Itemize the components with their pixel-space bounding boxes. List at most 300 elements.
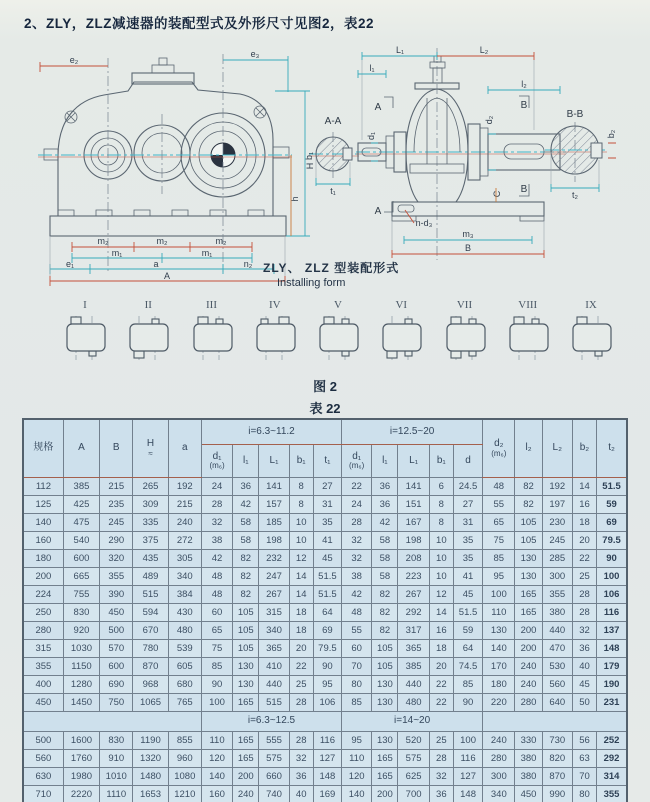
value-cell: 120 <box>342 768 372 786</box>
table-row <box>23 604 627 622</box>
value-cell: 45 <box>313 550 341 568</box>
value-cell: 1280 <box>63 676 99 694</box>
dim-label-t1: t₁ <box>330 186 336 196</box>
section-b-b <box>545 109 616 200</box>
value-cell: 24.5 <box>453 478 482 496</box>
value-cell: 16 <box>572 496 596 514</box>
value-cell: 82 <box>233 550 259 568</box>
value-cell: 1030 <box>63 640 99 658</box>
value-cell: 290 <box>100 532 133 550</box>
installing-form-VI <box>376 299 426 363</box>
value-cell: 42 <box>342 586 372 604</box>
value-cell: 51.5 <box>453 604 482 622</box>
section-mark-a: A <box>374 102 382 113</box>
value-cell: 59 <box>453 622 482 640</box>
value-cell: 79.5 <box>597 532 627 550</box>
value-cell: 22 <box>572 550 596 568</box>
value-cell: 41 <box>453 568 482 586</box>
col-group-ratio1: i=6.3~11.2 <box>201 419 341 445</box>
value-cell: 25 <box>429 732 453 750</box>
value-cell: 18 <box>289 604 313 622</box>
value-cell: 8 <box>429 496 453 514</box>
value-cell: 385 <box>63 478 99 496</box>
dim-label-m2: m₂ <box>156 236 168 246</box>
value-cell: 35 <box>453 532 482 550</box>
value-cell: 1980 <box>63 768 99 786</box>
value-cell: 1065 <box>133 694 168 712</box>
value-cell: 36 <box>572 640 596 658</box>
value-cell: 968 <box>133 676 168 694</box>
value-cell: 64 <box>453 640 482 658</box>
spec-cell: 450 <box>23 694 63 712</box>
value-cell: 75 <box>483 532 515 550</box>
col-header-t2: t₂ <box>597 419 627 478</box>
value-cell: 231 <box>597 694 627 712</box>
value-cell: 105 <box>233 604 259 622</box>
value-cell: 192 <box>542 478 572 496</box>
value-cell: 232 <box>259 550 289 568</box>
value-cell: 1110 <box>100 786 133 802</box>
value-cell: 320 <box>100 550 133 568</box>
value-cell: 31 <box>313 496 341 514</box>
value-cell: 990 <box>542 786 572 802</box>
dim-label-m2: m₂ <box>215 236 227 246</box>
section-aa-title: A-A <box>324 116 342 127</box>
value-cell: 167 <box>398 514 429 532</box>
value-cell: 90 <box>453 694 482 712</box>
reducer-icon <box>123 313 173 363</box>
value-cell: 223 <box>398 568 429 586</box>
value-cell: 82 <box>233 586 259 604</box>
value-cell: 340 <box>259 622 289 640</box>
section-a-a <box>304 116 359 196</box>
value-cell: 60 <box>342 640 372 658</box>
value-cell: 82 <box>233 568 259 586</box>
value-cell: 830 <box>63 604 99 622</box>
value-cell: 12 <box>429 586 453 604</box>
value-cell: 247 <box>259 568 289 586</box>
value-cell: 110 <box>201 732 232 750</box>
value-cell: 440 <box>398 676 429 694</box>
value-cell: 65 <box>483 514 515 532</box>
table-row <box>23 640 627 658</box>
value-cell: 32 <box>572 622 596 640</box>
dimensions-table <box>22 418 628 802</box>
value-cell: 200 <box>372 786 398 802</box>
dim-label-L1: L₁ <box>395 45 405 55</box>
value-cell: 272 <box>168 532 201 550</box>
value-cell: 240 <box>515 676 542 694</box>
value-cell: 575 <box>398 750 429 768</box>
value-cell: 240 <box>483 732 515 750</box>
value-cell: 141 <box>259 478 289 496</box>
value-cell: 540 <box>63 532 99 550</box>
value-cell: 58 <box>372 532 398 550</box>
spec-cell: 560 <box>23 750 63 768</box>
form-label: VIII <box>518 299 538 311</box>
col-header-g2-d1: d₁ (m₆) <box>342 445 372 478</box>
value-cell: 267 <box>259 586 289 604</box>
value-cell: 82 <box>372 604 398 622</box>
value-cell: 285 <box>542 550 572 568</box>
mid-blank-right <box>483 712 627 732</box>
table-row <box>23 786 627 802</box>
value-cell: 58 <box>372 568 398 586</box>
dim-label-L2: L₂ <box>479 45 489 55</box>
form-label: IX <box>585 299 597 311</box>
value-cell: 515 <box>133 586 168 604</box>
value-cell: 18 <box>429 640 453 658</box>
installing-form-IV <box>250 299 300 363</box>
section-mark-b: B <box>520 100 528 111</box>
value-cell: 245 <box>542 532 572 550</box>
value-cell: 180 <box>483 676 515 694</box>
value-cell: 855 <box>168 732 201 750</box>
installing-form-VIII <box>503 299 553 363</box>
table-caption: 表 22 <box>309 401 341 416</box>
spec-cell: 710 <box>23 786 63 802</box>
form-label: III <box>206 299 217 311</box>
value-cell: 58 <box>372 550 398 568</box>
value-cell: 165 <box>372 750 398 768</box>
spec-cell: 140 <box>23 514 63 532</box>
table-row <box>23 768 627 786</box>
dim-label-H: H <box>305 162 315 170</box>
value-cell: 28 <box>201 496 232 514</box>
value-cell: 35 <box>453 550 482 568</box>
dim-label-m1: m₁ <box>201 248 213 258</box>
value-cell: 700 <box>398 786 429 802</box>
value-cell: 130 <box>233 676 259 694</box>
value-cell: 63 <box>572 750 596 768</box>
value-cell: 45 <box>453 586 482 604</box>
value-cell: 640 <box>542 694 572 712</box>
value-cell: 130 <box>372 732 398 750</box>
value-cell: 6 <box>429 478 453 496</box>
spec-cell: 280 <box>23 622 63 640</box>
value-cell: 200 <box>515 622 542 640</box>
value-cell: 130 <box>372 694 398 712</box>
value-cell: 185 <box>259 514 289 532</box>
front-view <box>38 49 315 286</box>
table-row <box>23 732 627 750</box>
value-cell: 560 <box>542 676 572 694</box>
value-cell: 240 <box>233 786 259 802</box>
value-cell: 79.5 <box>313 640 341 658</box>
value-cell: 22 <box>429 676 453 694</box>
dim-label-b1: b₁ <box>304 151 314 161</box>
col-group-ratio2: i=12.5~20 <box>342 419 483 445</box>
value-cell: 42 <box>372 514 398 532</box>
value-cell: 137 <box>597 622 627 640</box>
value-cell: 575 <box>259 750 289 768</box>
value-cell: 340 <box>483 786 515 802</box>
value-cell: 32 <box>201 514 232 532</box>
form-label: II <box>144 299 152 311</box>
value-cell: 82 <box>372 622 398 640</box>
value-cell: 22 <box>342 478 372 496</box>
col-header-b2: b₂ <box>572 419 596 478</box>
value-cell: 1010 <box>100 768 133 786</box>
form-label: VI <box>395 299 408 311</box>
value-cell: 32 <box>429 768 453 786</box>
value-cell: 870 <box>542 768 572 786</box>
col-header-g2-l1: l₁ <box>372 445 398 478</box>
value-cell: 1320 <box>133 750 168 768</box>
value-cell: 380 <box>542 604 572 622</box>
value-cell: 267 <box>398 586 429 604</box>
section-mark-a: A <box>374 206 382 217</box>
col-header-g1-t1: t₁ <box>313 445 341 478</box>
value-cell: 179 <box>597 658 627 676</box>
installing-form-III <box>187 299 237 363</box>
value-cell: 51.5 <box>313 586 341 604</box>
value-cell: 765 <box>168 694 201 712</box>
col-header-g1-b1: b₁ <box>289 445 313 478</box>
value-cell: 830 <box>100 732 133 750</box>
value-cell: 41 <box>313 532 341 550</box>
dim-label-e3: e₃ <box>250 49 260 59</box>
value-cell: 95 <box>342 732 372 750</box>
value-cell: 85 <box>201 658 232 676</box>
table-row <box>23 514 627 532</box>
value-cell: 100 <box>201 694 232 712</box>
value-cell: 600 <box>63 550 99 568</box>
value-cell: 85 <box>342 694 372 712</box>
value-cell: 539 <box>168 640 201 658</box>
value-cell: 450 <box>515 786 542 802</box>
value-cell: 130 <box>233 658 259 676</box>
value-cell: 32 <box>289 750 313 768</box>
table-body-bottom <box>23 732 627 802</box>
value-cell: 100 <box>597 568 627 586</box>
table-row <box>23 496 627 514</box>
value-cell: 200 <box>233 768 259 786</box>
value-cell: 65 <box>201 622 232 640</box>
value-cell: 570 <box>100 640 133 658</box>
value-cell: 605 <box>168 658 201 676</box>
value-cell: 42 <box>201 550 232 568</box>
value-cell: 106 <box>313 694 341 712</box>
value-cell: 14 <box>289 568 313 586</box>
dim-label-d2: d₂ <box>484 115 494 125</box>
value-cell: 36 <box>233 478 259 496</box>
mid-blank-left <box>23 712 201 732</box>
page-title: 2、ZLY，ZLZ减速器的装配型式及外形尺寸见图2，表22 <box>24 16 375 31</box>
value-cell: 170 <box>483 658 515 676</box>
value-cell: 208 <box>398 550 429 568</box>
value-cell: 95 <box>313 676 341 694</box>
installing-form-IX <box>566 299 616 363</box>
table-row <box>23 532 627 550</box>
value-cell: 38 <box>342 568 372 586</box>
value-cell: 780 <box>133 640 168 658</box>
value-cell: 36 <box>372 478 398 496</box>
value-cell: 410 <box>259 658 289 676</box>
value-cell: 330 <box>515 732 542 750</box>
mid-group-ratio2: i=14~20 <box>342 712 483 732</box>
value-cell: 105 <box>372 640 398 658</box>
value-cell: 10 <box>429 568 453 586</box>
reducer-icon <box>250 313 300 363</box>
value-cell: 8 <box>289 496 313 514</box>
value-cell: 100 <box>453 732 482 750</box>
value-cell: 130 <box>515 550 542 568</box>
value-cell: 220 <box>483 694 515 712</box>
installing-form-en: Installing form <box>277 277 346 289</box>
dim-label-m2: m₂ <box>97 236 109 246</box>
value-cell: 375 <box>133 532 168 550</box>
value-cell: 69 <box>597 514 627 532</box>
value-cell: 148 <box>597 640 627 658</box>
value-cell: 110 <box>483 604 515 622</box>
value-cell: 280 <box>483 750 515 768</box>
value-cell: 1600 <box>63 732 99 750</box>
value-cell: 80 <box>342 676 372 694</box>
value-cell: 440 <box>542 622 572 640</box>
dim-label-b2: b₂ <box>606 129 616 139</box>
value-cell: 14 <box>289 586 313 604</box>
value-cell: 14 <box>572 478 596 496</box>
reducer-icon <box>60 313 110 363</box>
mid-group-ratio1: i=6.3~12.5 <box>201 712 341 732</box>
reducer-icon <box>313 313 363 363</box>
value-cell: 755 <box>63 586 99 604</box>
value-cell: 24 <box>201 478 232 496</box>
spec-cell: 500 <box>23 732 63 750</box>
value-cell: 70 <box>342 658 372 676</box>
mid-header-row <box>23 712 627 732</box>
value-cell: 390 <box>100 586 133 604</box>
value-cell: 116 <box>597 604 627 622</box>
col-header-l2: l₂ <box>515 419 542 478</box>
value-cell: 105 <box>233 622 259 640</box>
value-cell: 130 <box>372 676 398 694</box>
value-cell: 148 <box>313 768 341 786</box>
value-cell: 740 <box>259 786 289 802</box>
value-cell: 116 <box>313 732 341 750</box>
col-header-spec: 规格 <box>23 419 63 478</box>
dim-label-m1: m₁ <box>111 248 123 258</box>
value-cell: 665 <box>63 568 99 586</box>
value-cell: 50 <box>572 694 596 712</box>
col-header-g1-d1: d₁ (m₆) <box>201 445 232 478</box>
value-cell: 10 <box>289 532 313 550</box>
installing-form-VII <box>440 299 490 363</box>
value-cell: 480 <box>398 694 429 712</box>
value-cell: 42 <box>233 496 259 514</box>
value-cell: 309 <box>133 496 168 514</box>
value-cell: 36 <box>372 496 398 514</box>
value-cell: 18 <box>572 514 596 532</box>
col-header-g1-l1: l₁ <box>233 445 259 478</box>
spec-cell: 125 <box>23 496 63 514</box>
dim-label-d1: d₁ <box>366 131 376 141</box>
dim-label-t2: t₂ <box>572 190 578 200</box>
value-cell: 365 <box>259 640 289 658</box>
value-cell: 470 <box>542 640 572 658</box>
value-cell: 140 <box>342 786 372 802</box>
section-bb-title: B-B <box>566 109 584 120</box>
value-cell: 384 <box>168 586 201 604</box>
installing-form-I <box>60 299 110 363</box>
value-cell: 430 <box>168 604 201 622</box>
table-mid <box>23 712 627 732</box>
value-cell: 594 <box>133 604 168 622</box>
value-cell: 300 <box>483 768 515 786</box>
value-cell: 165 <box>233 732 259 750</box>
dim-label-nd3: n-d₃ <box>415 218 433 228</box>
value-cell: 35 <box>313 514 341 532</box>
table-row <box>23 586 627 604</box>
value-cell: 48 <box>201 568 232 586</box>
spec-cell: 400 <box>23 676 63 694</box>
value-cell: 59 <box>597 496 627 514</box>
value-cell: 82 <box>372 586 398 604</box>
value-cell: 120 <box>201 750 232 768</box>
value-cell: 48 <box>342 604 372 622</box>
table-row <box>23 676 627 694</box>
installing-form-cn: ZLY、 ZLZ 型装配形式 <box>263 261 400 275</box>
value-cell: 385 <box>398 658 429 676</box>
value-cell: 110 <box>342 750 372 768</box>
value-cell: 151 <box>398 496 429 514</box>
value-cell: 680 <box>168 676 201 694</box>
value-cell: 10 <box>429 532 453 550</box>
value-cell: 870 <box>133 658 168 676</box>
value-cell: 190 <box>597 676 627 694</box>
value-cell: 85 <box>483 550 515 568</box>
value-cell: 820 <box>542 750 572 768</box>
value-cell: 910 <box>100 750 133 768</box>
value-cell: 20 <box>429 658 453 676</box>
figure-caption: 图 2 <box>313 379 337 394</box>
value-cell: 380 <box>515 750 542 768</box>
value-cell: 660 <box>259 768 289 786</box>
value-cell: 48 <box>201 586 232 604</box>
value-cell: 240 <box>515 658 542 676</box>
value-cell: 24 <box>342 496 372 514</box>
value-cell: 28 <box>429 750 453 768</box>
value-cell: 1210 <box>168 786 201 802</box>
value-cell: 28 <box>342 514 372 532</box>
value-cell: 82 <box>515 478 542 496</box>
reducer-icon <box>440 313 490 363</box>
value-cell: 10 <box>289 514 313 532</box>
col-header-B: B <box>100 419 133 478</box>
section-mark-b: B <box>520 184 528 195</box>
value-cell: 197 <box>542 496 572 514</box>
value-cell: 198 <box>259 532 289 550</box>
value-cell: 105 <box>515 532 542 550</box>
col-header-A: A <box>63 419 99 478</box>
value-cell: 36 <box>429 786 453 802</box>
dimensions-table-wrap <box>22 418 628 802</box>
value-cell: 74.5 <box>453 658 482 676</box>
spec-cell: 200 <box>23 568 63 586</box>
col-header-a: a <box>168 419 201 478</box>
table-row <box>23 658 627 676</box>
value-cell: 64 <box>313 604 341 622</box>
value-cell: 240 <box>168 514 201 532</box>
value-cell: 18 <box>289 622 313 640</box>
reducer-icon <box>376 313 426 363</box>
value-cell: 435 <box>133 550 168 568</box>
value-cell: 10 <box>429 550 453 568</box>
value-cell: 127 <box>313 750 341 768</box>
form-label: IV <box>268 299 281 311</box>
value-cell: 169 <box>313 786 341 802</box>
